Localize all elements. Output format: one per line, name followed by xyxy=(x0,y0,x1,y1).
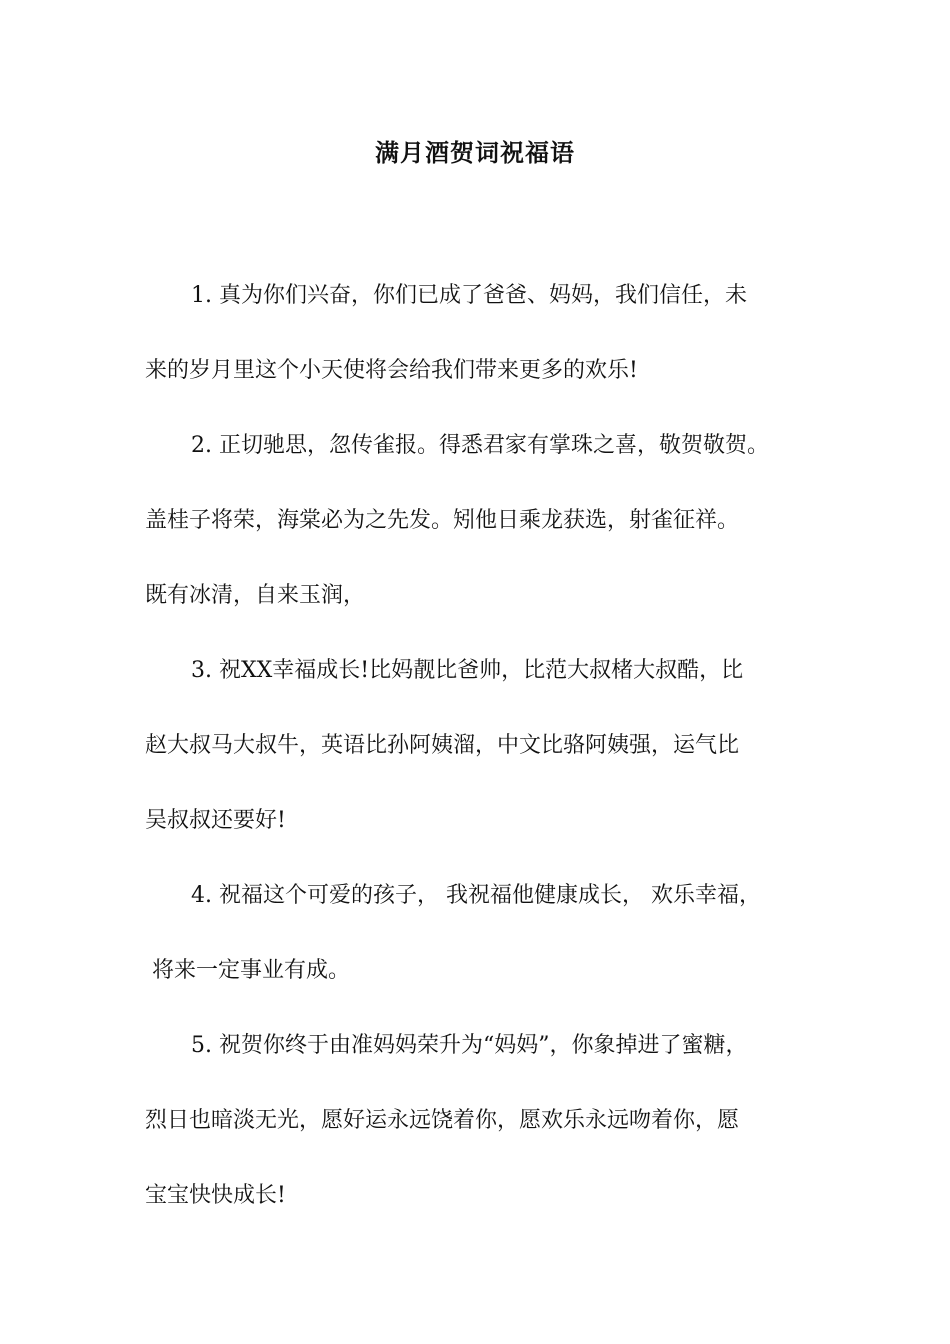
paragraph-line: 3. 祝XX幸福成长!比妈靓比爸帅，比范大叔楮大叔酷，比 xyxy=(191,658,744,683)
paragraph-line: 2. 正切驰思，忽传雀报。得悉君家有掌珠之喜，敬贺敬贺。 xyxy=(191,433,769,458)
paragraph-3 xyxy=(145,633,825,858)
paragraph-2 xyxy=(145,408,825,633)
document-body xyxy=(145,258,825,1233)
paragraph-1 xyxy=(145,258,825,408)
paragraph-line: 1. 真为你们兴奋，你们已成了爸爸、妈妈，我们信任，未 xyxy=(191,283,747,308)
paragraph-5 xyxy=(145,1008,825,1233)
paragraph-line: 烈日也暗淡无光，愿好运永远饶着你，愿欢乐永远吻着你，愿 xyxy=(145,1108,740,1133)
paragraph-line: 将来一定事业有成。 xyxy=(145,958,350,983)
page-title: 满月酒贺词祝福语 xyxy=(375,138,575,167)
paragraph-line: 赵大叔马大叔牛，英语比孙阿姨溜，中文比骆阿姨强，运气比 xyxy=(145,733,740,758)
paragraph-line: 吴叔叔还要好! xyxy=(145,808,286,833)
paragraph-line: 5. 祝贺你终于由准妈妈荣升为“妈妈”，你象掉进了蜜糖， xyxy=(191,1033,748,1058)
paragraph-line: 盖桂子将荣，海棠必为之先发。矧他日乘龙获选，射雀征祥。 xyxy=(145,508,740,533)
paragraph-line: 来的岁月里这个小天使将会给我们带来更多的欢乐! xyxy=(145,358,638,383)
paragraph-line: 宝宝快快成长! xyxy=(145,1183,286,1208)
paragraph-line: 既有冰清，自来玉润， xyxy=(145,583,366,608)
paragraph-4 xyxy=(145,858,825,1008)
paragraph-line: 4. 祝福这个可爱的孩子， 我祝福他健康成长， 欢乐幸福， xyxy=(191,883,761,908)
